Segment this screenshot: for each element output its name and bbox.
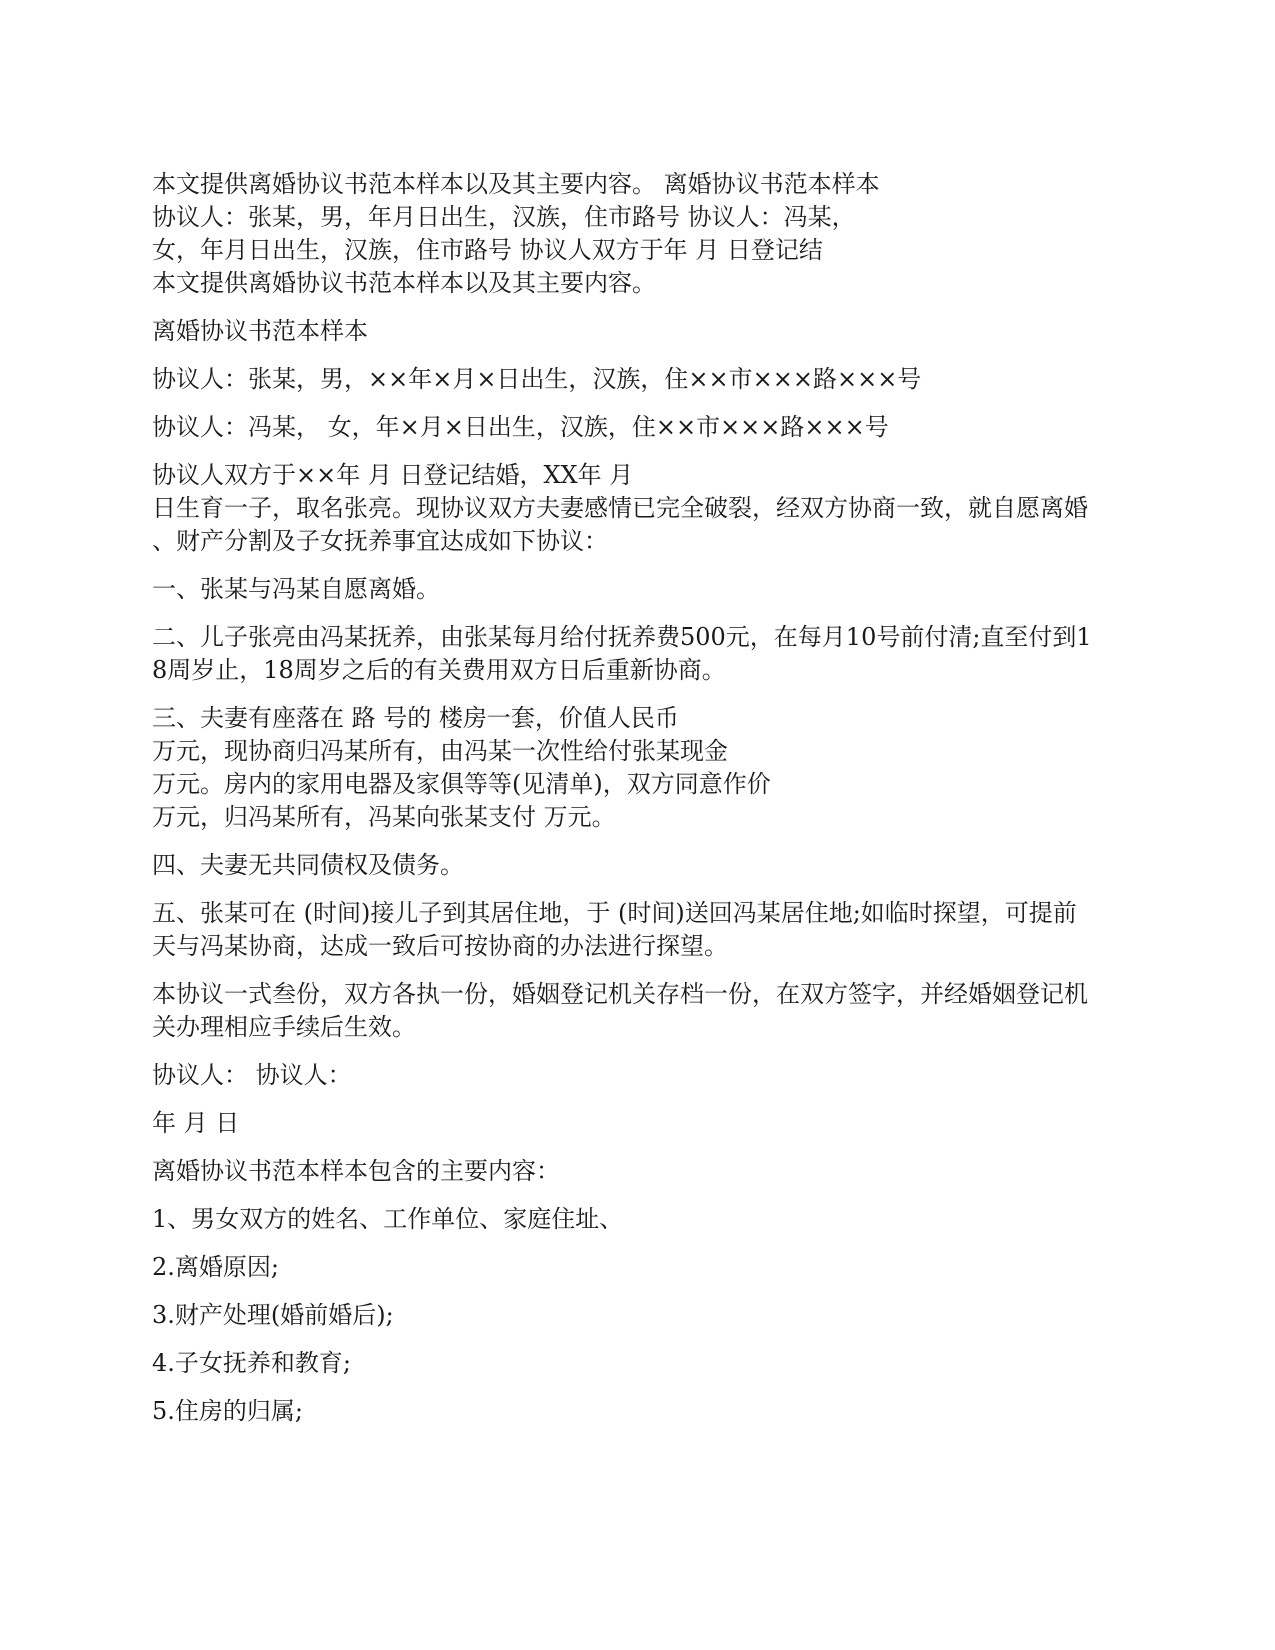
date-line bbox=[152, 1107, 1132, 1140]
intro-summary bbox=[152, 168, 1132, 300]
paragraph-line: 协议人：冯某， 女，年×月×日出生，汉族，住××市×××路×××号 bbox=[152, 413, 889, 441]
paragraph-line: 离婚协议书范本样本包含的主要内容： bbox=[152, 1157, 560, 1185]
paragraph-line: 二、儿子张亮由冯某抚养，由张某每月给付抚养费500元，在每月10号前付清;直至付到1 bbox=[152, 623, 1092, 651]
paragraph-line: 年 月 日 bbox=[152, 1109, 240, 1137]
paragraph-line: 万元。房内的家用电器及家俱等等(见清单)，双方同意作价 bbox=[152, 770, 771, 798]
paragraph-line: 离婚协议书范本样本 bbox=[152, 317, 368, 345]
paragraph-line: 万元，现协商归冯某所有，由冯某一次性给付张某现金 bbox=[152, 737, 728, 765]
paragraph-line: 本协议一式叁份，双方各执一份，婚姻登记机关存档一份，在双方签字，并经婚姻登记机 bbox=[152, 980, 1088, 1008]
clause-1 bbox=[152, 573, 1132, 606]
party-b-info bbox=[152, 411, 1132, 444]
paragraph-line: 万元，归冯某所有，冯某向张某支付 万元。 bbox=[152, 803, 616, 831]
paragraph-line: 协议人：张某，男，××年×月×日出生，汉族，住××市×××路×××号 bbox=[152, 365, 922, 393]
clause-2 bbox=[152, 621, 1132, 687]
paragraph-line: 3.财产处理(婚前婚后); bbox=[152, 1301, 394, 1329]
contents-item-5 bbox=[152, 1395, 1132, 1428]
document-body bbox=[152, 168, 1132, 1428]
intro-line: 协议人：张某，男，年月日出生，汉族，住市路号 协议人：冯某， bbox=[152, 203, 856, 231]
contents-item-2 bbox=[152, 1251, 1132, 1284]
contents-item-4 bbox=[152, 1347, 1132, 1380]
paragraph-line: 天与冯某协商，达成一致后可按协商的办法进行探望。 bbox=[152, 932, 728, 960]
intro-line: 女，年月日出生，汉族，住市路号 协议人双方于年 月 日登记结 bbox=[152, 236, 823, 264]
paragraph-line: 8周岁止，18周岁之后的有关费用双方日后重新协商。 bbox=[152, 656, 726, 684]
paragraph-line: 协议人双方于××年 月 日登记结婚，XX年 月 bbox=[152, 461, 634, 489]
intro-line: 本文提供离婚协议书范本样本以及其主要内容。 bbox=[152, 269, 656, 297]
paragraph-line: 协议人： 协议人： bbox=[152, 1061, 352, 1089]
signature-line bbox=[152, 1059, 1132, 1092]
contents-item-3 bbox=[152, 1299, 1132, 1332]
paragraph-line: 1、男女双方的姓名、工作单位、家庭住址、 bbox=[152, 1205, 624, 1233]
party-a-info bbox=[152, 363, 1132, 396]
paragraph-line: 4.子女抚养和教育; bbox=[152, 1349, 351, 1377]
paragraph-line: 三、夫妻有座落在 路 号的 楼房一套，价值人民币 bbox=[152, 704, 679, 732]
contents-item-1 bbox=[152, 1203, 1132, 1236]
paragraph-line: 四、夫妻无共同债权及债务。 bbox=[152, 851, 464, 879]
paragraph-line: 、财产分割及子女抚养事宜达成如下协议： bbox=[152, 527, 608, 555]
paragraph-line: 5.住房的归属; bbox=[152, 1397, 303, 1425]
paragraph-line: 日生育一子，取名张亮。现协议双方夫妻感情已完全破裂，经双方协商一致，就自愿离婚 bbox=[152, 494, 1088, 522]
effectiveness-clause bbox=[152, 978, 1132, 1044]
paragraph-line: 一、张某与冯某自愿离婚。 bbox=[152, 575, 440, 603]
paragraph-line: 五、张某可在 (时间)接儿子到其居住地，于 (时间)送回冯某居住地;如临时探望，可提前 bbox=[152, 899, 1077, 927]
clause-3 bbox=[152, 702, 1132, 834]
preamble-paragraph bbox=[152, 459, 1132, 558]
intro-line: 本文提供离婚协议书范本样本以及其主要内容。 离婚协议书范本样本 bbox=[152, 170, 880, 198]
document-title bbox=[152, 315, 1132, 348]
paragraph-line: 关办理相应手续后生效。 bbox=[152, 1013, 416, 1041]
clause-4 bbox=[152, 849, 1132, 882]
contents-heading bbox=[152, 1155, 1132, 1188]
clause-5 bbox=[152, 897, 1132, 963]
paragraph-line: 2.离婚原因; bbox=[152, 1253, 279, 1281]
